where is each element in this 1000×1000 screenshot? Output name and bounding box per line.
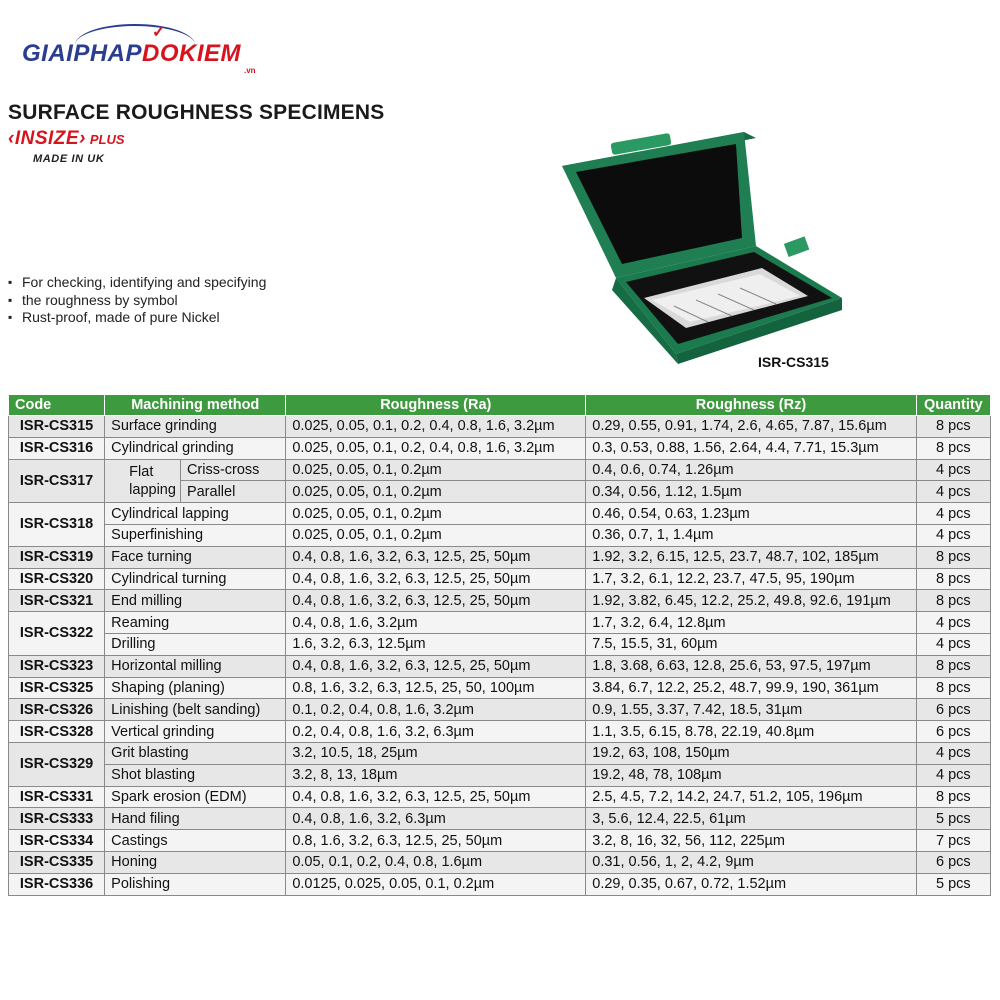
cell-method: Honing [105, 851, 286, 873]
cell-ra: 0.1, 0.2, 0.4, 0.8, 1.6, 3.2µm [286, 699, 586, 721]
brand-name-text: INSIZE [14, 128, 80, 149]
cell-rz: 0.34, 0.56, 1.12, 1.5µm [586, 481, 916, 503]
cell-method: End milling [105, 590, 286, 612]
table-row [9, 503, 991, 525]
brand-logo [8, 128, 125, 152]
cell-qty: 4 pcs [916, 524, 990, 546]
cell-qty: 8 pcs [916, 677, 990, 699]
cell-rz: 1.1, 3.5, 6.15, 8.78, 22.19, 40.8µm [586, 721, 916, 743]
cell-code: ISR-CS320 [9, 568, 105, 590]
cell-rz: 1.7, 3.2, 6.1, 12.2, 23.7, 47.5, 95, 190µm [586, 568, 916, 590]
cell-code: ISR-CS315 [9, 416, 105, 438]
feature-item: ▪ Rust-proof, made of pure Nickel [8, 309, 266, 327]
cell-rz: 1.92, 3.2, 6.15, 12.5, 23.7, 48.7, 102, 185µm [586, 546, 916, 568]
cell-ra: 0.4, 0.8, 1.6, 3.2µm [286, 612, 586, 634]
table-row [9, 612, 991, 634]
cell-ra: 0.2, 0.4, 0.8, 1.6, 3.2, 6.3µm [286, 721, 586, 743]
cell-ra: 0.025, 0.05, 0.1, 0.2, 0.4, 0.8, 1.6, 3.2µm [286, 437, 586, 459]
brand-plus: PLUS [89, 132, 125, 147]
cell-qty: 8 pcs [916, 437, 990, 459]
cell-rz: 0.29, 0.55, 0.91, 1.74, 2.6, 4.65, 7.87, 15.6µm [586, 416, 916, 438]
cell-rz: 3.84, 6.7, 12.2, 25.2, 48.7, 99.9, 190, 361µm [586, 677, 916, 699]
cell-qty: 4 pcs [916, 459, 990, 481]
cell-ra: 3.2, 8, 13, 18µm [286, 764, 586, 786]
cell-method: Vertical grinding [105, 721, 286, 743]
table-row [9, 830, 991, 852]
cell-method: Polishing [105, 873, 286, 895]
cell-rz: 0.46, 0.54, 0.63, 1.23µm [586, 503, 916, 525]
cell-ra: 0.8, 1.6, 3.2, 6.3, 12.5, 25, 50µm [286, 830, 586, 852]
cell-qty: 4 pcs [916, 503, 990, 525]
logo-swoosh-icon: ✓ [152, 24, 166, 41]
cell-qty: 4 pcs [916, 764, 990, 786]
cell-qty: 7 pcs [916, 830, 990, 852]
cell-ra: 0.025, 0.05, 0.1, 0.2µm [286, 481, 586, 503]
cell-code: ISR-CS317 [9, 459, 105, 503]
table-row [9, 677, 991, 699]
cell-method: Shot blasting [105, 764, 286, 786]
cell-method: Grit blasting [105, 742, 286, 764]
cell-method: Drilling [105, 633, 286, 655]
made-in-label: MADE IN UK [33, 153, 105, 165]
cell-ra: 0.4, 0.8, 1.6, 3.2, 6.3, 12.5, 25, 50µm [286, 655, 586, 677]
cell-qty: 6 pcs [916, 851, 990, 873]
table-row [9, 546, 991, 568]
cell-method: Spark erosion (EDM) [105, 786, 286, 808]
table-row [9, 764, 991, 786]
cell-ra: 3.2, 10.5, 18, 25µm [286, 742, 586, 764]
cell-ra: 0.4, 0.8, 1.6, 3.2, 6.3, 12.5, 25, 50µm [286, 568, 586, 590]
cell-rz: 1.7, 3.2, 6.4, 12.8µm [586, 612, 916, 634]
cell-method: Linishing (belt sanding) [105, 699, 286, 721]
cell-ra: 0.025, 0.05, 0.1, 0.2µm [286, 459, 586, 481]
table-row [9, 524, 991, 546]
cell-method: Shaping (planing) [105, 677, 286, 699]
cell-qty: 8 pcs [916, 568, 990, 590]
cell-code: ISR-CS333 [9, 808, 105, 830]
cell-code: ISR-CS321 [9, 590, 105, 612]
cell-method: Surface grinding [105, 416, 286, 438]
cell-qty: 8 pcs [916, 416, 990, 438]
cell-rz: 0.3, 0.53, 0.88, 1.56, 2.64, 4.4, 7.71, 15.3µm [586, 437, 916, 459]
cell-rz: 3.2, 8, 16, 32, 56, 112, 225µm [586, 830, 916, 852]
cell-rz: 3, 5.6, 12.4, 22.5, 61µm [586, 808, 916, 830]
cell-method: Criss-cross [180, 459, 285, 481]
cell-ra: 0.8, 1.6, 3.2, 6.3, 12.5, 25, 50, 100µm [286, 677, 586, 699]
logo-wordmark [22, 40, 241, 68]
cell-ra: 0.025, 0.05, 0.1, 0.2, 0.4, 0.8, 1.6, 3.2µm [286, 416, 586, 438]
cell-qty: 8 pcs [916, 786, 990, 808]
cell-qty: 4 pcs [916, 742, 990, 764]
table-row [9, 699, 991, 721]
cell-code: ISR-CS329 [9, 742, 105, 786]
cell-ra: 0.4, 0.8, 1.6, 3.2, 6.3µm [286, 808, 586, 830]
cell-ra: 0.025, 0.05, 0.1, 0.2µm [286, 524, 586, 546]
cell-code: ISR-CS323 [9, 655, 105, 677]
product-image [556, 128, 846, 364]
cell-method: Superfinishing [105, 524, 286, 546]
cell-qty: 4 pcs [916, 481, 990, 503]
spec-table [8, 394, 991, 896]
cell-code: ISR-CS334 [9, 830, 105, 852]
table-row [9, 808, 991, 830]
table-row [9, 416, 991, 438]
cell-method-group: Flat lapping [105, 459, 181, 503]
cell-qty: 5 pcs [916, 808, 990, 830]
col-header-code: Code [9, 395, 105, 416]
cell-code: ISR-CS319 [9, 546, 105, 568]
cell-qty: 6 pcs [916, 721, 990, 743]
cell-rz: 0.4, 0.6, 0.74, 1.26µm [586, 459, 916, 481]
cell-qty: 5 pcs [916, 873, 990, 895]
table-row [9, 742, 991, 764]
feature-item-continued: ▪ the roughness by symbol [8, 292, 266, 310]
logo-part-2: DOKIEM [142, 40, 242, 67]
cell-ra: 0.4, 0.8, 1.6, 3.2, 6.3, 12.5, 25, 50µm [286, 590, 586, 612]
table-row [9, 437, 991, 459]
cell-rz: 7.5, 15.5, 31, 60µm [586, 633, 916, 655]
cell-rz: 19.2, 48, 78, 108µm [586, 764, 916, 786]
table-row [9, 568, 991, 590]
table-row [9, 873, 991, 895]
cell-method: Cylindrical grinding [105, 437, 286, 459]
cell-code: ISR-CS322 [9, 612, 105, 656]
brand-name: ‹INSIZE› [8, 128, 86, 149]
cell-ra: 0.4, 0.8, 1.6, 3.2, 6.3, 12.5, 25, 50µm [286, 786, 586, 808]
table-row [9, 655, 991, 677]
cell-code: ISR-CS328 [9, 721, 105, 743]
feature-item: ▪ For checking, identifying and specifying [8, 274, 266, 292]
logo-part-1: GIAIPHAP [22, 40, 143, 67]
table-row [9, 786, 991, 808]
table-row [9, 459, 991, 481]
table-row [9, 721, 991, 743]
col-header-rz: Roughness (Rz) [586, 395, 916, 416]
cell-qty: 6 pcs [916, 699, 990, 721]
cell-ra: 1.6, 3.2, 6.3, 12.5µm [286, 633, 586, 655]
cell-qty: 8 pcs [916, 655, 990, 677]
logo-suffix: .vn [244, 66, 256, 75]
cell-rz: 2.5, 4.5, 7.2, 14.2, 24.7, 51.2, 105, 196µm [586, 786, 916, 808]
site-logo[interactable] [20, 22, 280, 74]
cell-qty: 4 pcs [916, 633, 990, 655]
cell-method: Face turning [105, 546, 286, 568]
cell-method: Hand filing [105, 808, 286, 830]
cell-method: Cylindrical lapping [105, 503, 286, 525]
cell-rz: 1.92, 3.82, 6.45, 12.2, 25.2, 49.8, 92.6, 191µm [586, 590, 916, 612]
cell-ra: 0.05, 0.1, 0.2, 0.4, 0.8, 1.6µm [286, 851, 586, 873]
cell-ra: 0.025, 0.05, 0.1, 0.2µm [286, 503, 586, 525]
cell-code: ISR-CS318 [9, 503, 105, 547]
cell-rz: 0.9, 1.55, 3.37, 7.42, 18.5, 31µm [586, 699, 916, 721]
cell-qty: 8 pcs [916, 590, 990, 612]
table-row [9, 851, 991, 873]
cell-rz: 1.8, 3.68, 6.63, 12.8, 25.6, 53, 97.5, 197µm [586, 655, 916, 677]
cell-qty: 8 pcs [916, 546, 990, 568]
product-caption: ISR-CS315 [758, 354, 829, 370]
cell-code: ISR-CS331 [9, 786, 105, 808]
cell-code: ISR-CS336 [9, 873, 105, 895]
cell-rz: 0.36, 0.7, 1, 1.4µm [586, 524, 916, 546]
feature-list [8, 274, 266, 327]
cell-method: Castings [105, 830, 286, 852]
table-header-row [9, 395, 991, 416]
cell-ra: 0.4, 0.8, 1.6, 3.2, 6.3, 12.5, 25, 50µm [286, 546, 586, 568]
cell-code: ISR-CS316 [9, 437, 105, 459]
cell-code: ISR-CS335 [9, 851, 105, 873]
cell-method: Reaming [105, 612, 286, 634]
cell-rz: 0.29, 0.35, 0.67, 0.72, 1.52µm [586, 873, 916, 895]
cell-code: ISR-CS325 [9, 677, 105, 699]
cell-ra: 0.0125, 0.025, 0.05, 0.1, 0.2µm [286, 873, 586, 895]
cell-method: Parallel [180, 481, 285, 503]
cell-rz: 19.2, 63, 108, 150µm [586, 742, 916, 764]
table-row [9, 590, 991, 612]
page-title: SURFACE ROUGHNESS SPECIMENS [8, 101, 385, 124]
cell-method: Horizontal milling [105, 655, 286, 677]
cell-code: ISR-CS326 [9, 699, 105, 721]
col-header-qty: Quantity [916, 395, 990, 416]
cell-qty: 4 pcs [916, 612, 990, 634]
col-header-method: Machining method [105, 395, 286, 416]
cell-method: Cylindrical turning [105, 568, 286, 590]
table-row [9, 633, 991, 655]
col-header-ra: Roughness (Ra) [286, 395, 586, 416]
cell-rz: 0.31, 0.56, 1, 2, 4.2, 9µm [586, 851, 916, 873]
